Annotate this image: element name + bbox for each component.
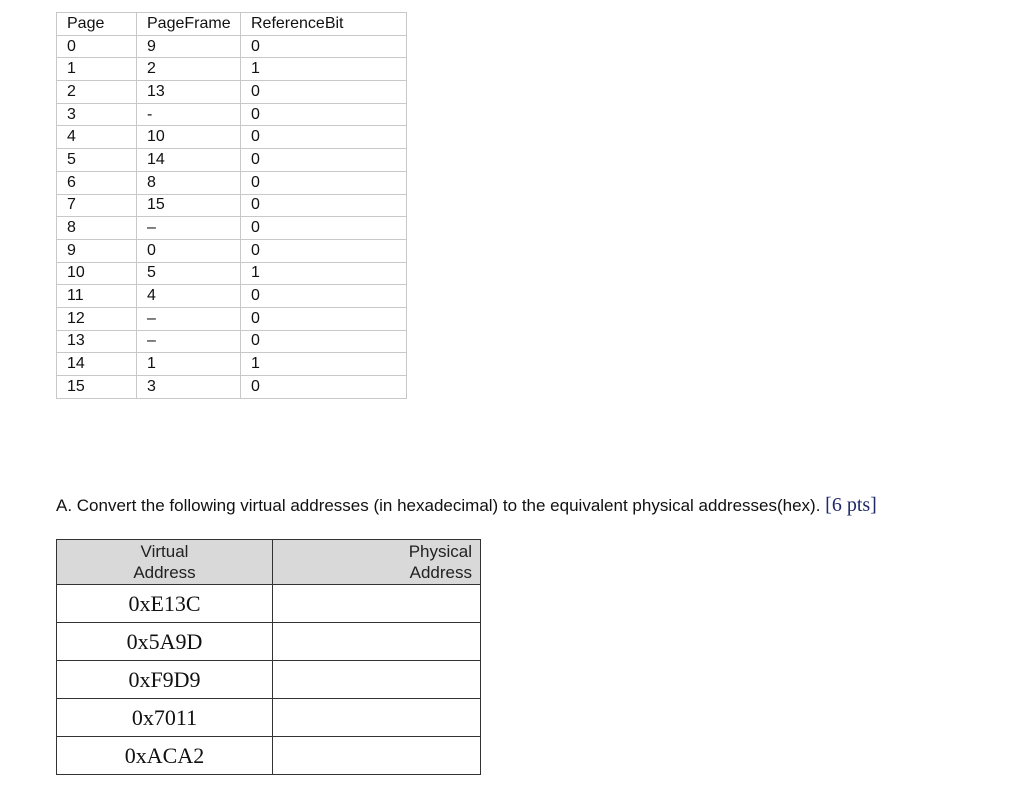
table-row (57, 103, 407, 126)
table-row (57, 149, 407, 172)
virtual-address-cell: 0x7011 (57, 699, 273, 737)
page-number-cell: 4 (57, 126, 137, 149)
page-number-cell: 14 (57, 353, 137, 376)
address-conversion-table (56, 539, 481, 775)
reference-bit-cell: 0 (241, 171, 407, 194)
reference-bit-cell: 0 (241, 239, 407, 262)
page-number-cell: 8 (57, 217, 137, 240)
physical-address-cell[interactable] (273, 737, 481, 775)
question-text (56, 494, 877, 517)
physical-address-cell[interactable] (273, 623, 481, 661)
page-frame-cell: 10 (137, 126, 241, 149)
page-frame-cell: 3 (137, 376, 241, 399)
reference-bit-cell: 0 (241, 376, 407, 399)
reference-bit-cell: 0 (241, 126, 407, 149)
virtual-header-line2: Address (133, 563, 196, 582)
table-row (57, 307, 407, 330)
reference-bit-cell: 0 (241, 194, 407, 217)
physical-header-line2: Address (409, 563, 472, 582)
page-number-cell: 6 (57, 171, 137, 194)
table-row (57, 58, 407, 81)
page-frame-cell: 14 (137, 149, 241, 172)
table-row (57, 285, 407, 308)
page-number-cell: 3 (57, 103, 137, 126)
reference-bit-cell: 1 (241, 262, 407, 285)
page-number-cell: 13 (57, 330, 137, 353)
table-row (57, 661, 481, 699)
table-row (57, 699, 481, 737)
table-row (57, 239, 407, 262)
physical-address-header (273, 540, 481, 585)
page-frame-cell: 15 (137, 194, 241, 217)
virtual-header-line1: Virtual (140, 542, 189, 561)
table-row (57, 623, 481, 661)
physical-address-cell[interactable] (273, 661, 481, 699)
reference-bit-cell: 0 (241, 149, 407, 172)
page-frame-cell: 5 (137, 262, 241, 285)
page-frame-cell: – (137, 217, 241, 240)
page-table-header-row (57, 13, 407, 36)
page-column-header: Page (57, 13, 137, 36)
reference-bit-cell: 0 (241, 217, 407, 240)
address-table-header-row (57, 540, 481, 585)
reference-bit-cell: 0 (241, 103, 407, 126)
page-frame-cell: 0 (137, 239, 241, 262)
question-points: [6 pts] (825, 494, 877, 516)
physical-header-line1: Physical (408, 542, 472, 561)
physical-address-cell[interactable] (273, 699, 481, 737)
reference-bit-cell: 1 (241, 58, 407, 81)
table-row (57, 376, 407, 399)
reference-bit-cell: 0 (241, 285, 407, 308)
table-row (57, 35, 407, 58)
reference-bit-cell: 1 (241, 353, 407, 376)
page-number-cell: 7 (57, 194, 137, 217)
page-number-cell: 11 (57, 285, 137, 308)
physical-address-cell[interactable] (273, 585, 481, 623)
virtual-address-cell: 0xE13C (57, 585, 273, 623)
virtual-address-header (57, 540, 273, 585)
table-row (57, 737, 481, 775)
reference-bit-cell: 0 (241, 330, 407, 353)
page-frame-column-header: PageFrame (137, 13, 241, 36)
page-frame-cell: – (137, 330, 241, 353)
page-frame-cell: - (137, 103, 241, 126)
page-frame-cell: 8 (137, 171, 241, 194)
page-frame-cell: 2 (137, 58, 241, 81)
page-frame-cell: – (137, 307, 241, 330)
page-number-cell: 1 (57, 58, 137, 81)
table-row (57, 330, 407, 353)
reference-bit-cell: 0 (241, 35, 407, 58)
page-table (56, 12, 407, 399)
table-row (57, 81, 407, 104)
reference-bit-cell: 0 (241, 307, 407, 330)
table-row (57, 217, 407, 240)
page-number-cell: 12 (57, 307, 137, 330)
reference-bit-column-header: ReferenceBit (241, 13, 407, 36)
page-frame-cell: 13 (137, 81, 241, 104)
reference-bit-cell: 0 (241, 81, 407, 104)
page-frame-cell: 4 (137, 285, 241, 308)
virtual-address-cell: 0x5A9D (57, 623, 273, 661)
page-number-cell: 5 (57, 149, 137, 172)
page-frame-cell: 1 (137, 353, 241, 376)
question-body: A. Convert the following virtual addresses (in hexadecimal) to the equivalent physical addresses(hex). (56, 496, 826, 515)
table-row (57, 353, 407, 376)
table-row (57, 262, 407, 285)
table-row (57, 585, 481, 623)
table-row (57, 194, 407, 217)
virtual-address-cell: 0xF9D9 (57, 661, 273, 699)
table-row (57, 171, 407, 194)
page-number-cell: 0 (57, 35, 137, 58)
page-number-cell: 2 (57, 81, 137, 104)
page-frame-cell: 9 (137, 35, 241, 58)
page-number-cell: 15 (57, 376, 137, 399)
virtual-address-cell: 0xACA2 (57, 737, 273, 775)
page-number-cell: 9 (57, 239, 137, 262)
page-number-cell: 10 (57, 262, 137, 285)
table-row (57, 126, 407, 149)
